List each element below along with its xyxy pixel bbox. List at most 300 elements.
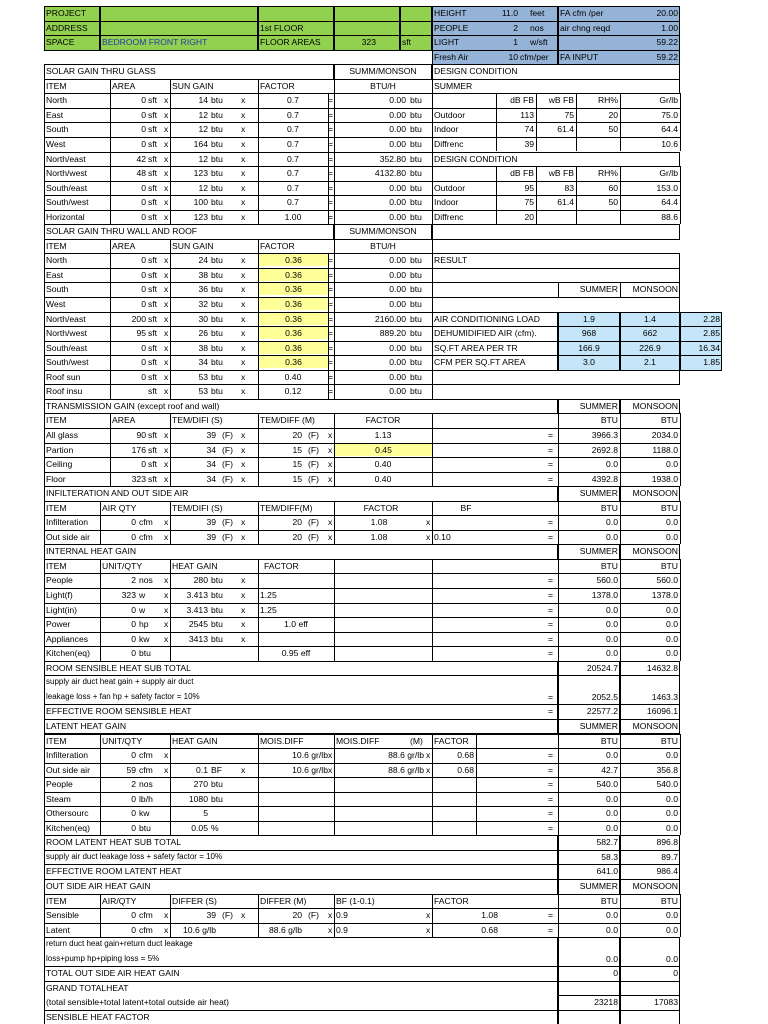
row-btuh-unit: btu [410, 386, 422, 397]
row-item: Appliances [46, 633, 89, 644]
value-summer: 0.0 [606, 517, 618, 528]
design-db: 75 [524, 197, 534, 208]
header-tem-m: TEM/DIFF (M) [260, 415, 315, 426]
row-tem-s-unit: (F) [222, 517, 233, 528]
design-rh [578, 138, 618, 150]
symbol: = [328, 371, 334, 382]
symbol: = [548, 822, 554, 833]
row-mois-m [334, 807, 424, 819]
row-factor: 0.68 [457, 764, 474, 775]
header-heat-gain: HEAT GAIN [172, 735, 218, 746]
row-item: Light(in) [46, 604, 78, 615]
row-area: 0 [141, 357, 146, 368]
row-item: East [46, 269, 64, 280]
header-rh: RH% [597, 168, 618, 179]
symbol: = [328, 138, 334, 149]
grand-title: GRAND TOTALHEAT [46, 982, 129, 993]
symbol: = [328, 124, 334, 135]
return-note-line: loss+pump hp+piping loss = 5% [46, 953, 160, 963]
row-sun-gain: 36 [198, 284, 208, 295]
row-factor: 0.45 [335, 444, 432, 456]
grid-line [170, 559, 171, 661]
value-summer: 0.0 [606, 619, 618, 630]
symbol: = [328, 109, 334, 120]
result-monsoon: 2.1 [644, 357, 656, 368]
symbol: = [548, 531, 554, 542]
row-qty-unit: cfm [139, 750, 153, 761]
row-btuh: 0.00 [389, 269, 406, 280]
row-qty-unit: nos [139, 779, 153, 790]
grid-line [558, 734, 559, 836]
light-unit: w/sft [530, 37, 548, 48]
row-area-unit: sft [148, 197, 158, 208]
row-area: 95 [136, 328, 146, 339]
row-btuh: 0.00 [389, 211, 406, 222]
header-item: ITEM [46, 895, 67, 906]
row-area-unit: sft [148, 168, 158, 179]
value-monsoon: 0.0 [666, 924, 678, 935]
symbol: x [164, 750, 169, 761]
row-heat-gain: 3.413 [186, 604, 208, 615]
row-btuh-unit: btu [410, 328, 422, 339]
row-heat-unit: BF [211, 764, 222, 775]
grid-line [680, 501, 681, 545]
row-btuh-unit: btu [410, 168, 422, 179]
value-summer: 0.0 [606, 910, 618, 921]
grid-line [432, 501, 433, 545]
row-sun-unit: btu [211, 357, 223, 368]
fresh-air-unit: cfm/per [520, 51, 549, 62]
row-factor: 1.08 [370, 517, 388, 528]
value-monsoon: 356.8 [656, 764, 678, 775]
row-sun-unit: btu [211, 168, 223, 179]
light-load-value: 59.22 [656, 37, 678, 48]
symbol: x [241, 299, 246, 309]
grid-line [620, 734, 621, 836]
subtotal-label: ROOM SENSIBLE HEAT SUB TOTAL [46, 662, 191, 673]
symbol: x [241, 531, 246, 542]
row-factor: 0.36 [259, 298, 328, 310]
row-sun-gain: 38 [198, 342, 208, 353]
header-gr: Gr/lb [659, 95, 678, 106]
row-air-unit: cfm [139, 531, 153, 542]
value-summer: 42.7 [601, 764, 618, 775]
symbol: x [164, 357, 169, 368]
symbol: x [164, 269, 169, 280]
result-row-label: AIR CONDITIONING LOAD [434, 313, 540, 324]
row-mois-m: 88.6 gr/lb [388, 764, 424, 775]
row-qty: 0 [131, 633, 136, 644]
row-bf: 0.9 [336, 910, 348, 921]
row-sun-gain: 123 [193, 168, 208, 179]
row-sun-unit: btu [211, 124, 223, 135]
row-tem-m-unit: (F) [308, 473, 319, 484]
grid-line [558, 282, 559, 297]
row-factor: 0.12 [284, 386, 302, 397]
row-sun-unit: btu [211, 109, 223, 120]
symbol: x [164, 386, 169, 397]
symbol: = [328, 342, 334, 353]
row-factor: 0.7 [287, 109, 299, 120]
row-area: 200 [131, 313, 146, 324]
header-factor: FACTOR [434, 895, 469, 906]
symbol: x [164, 342, 169, 353]
header-item: ITEM [46, 735, 67, 746]
design-wb: 61.4 [557, 124, 574, 135]
grid-line [44, 501, 45, 545]
grid-line [620, 282, 621, 297]
row-item: North/west [46, 328, 88, 339]
row-area-unit: sft [148, 255, 158, 266]
symbol: = [548, 575, 554, 586]
row-item: Horizontal [46, 211, 85, 222]
header-db: dB FB [510, 95, 534, 106]
symbol: = [548, 808, 554, 819]
value-summer: 0.0 [606, 459, 618, 470]
subtotal-summer: 582.7 [596, 837, 618, 848]
value-monsoon: 1188.0 [652, 444, 678, 455]
supply-summer: 58.3 [601, 851, 618, 862]
result-ratio: 1.85 [703, 357, 720, 368]
fa-input-value: 59.22 [656, 51, 678, 62]
symbol: x [241, 764, 246, 775]
row-sun-unit: btu [211, 95, 223, 106]
row-area-unit: sft [148, 153, 158, 164]
row-area-unit: sft [148, 313, 158, 324]
row-sun-gain: 123 [193, 211, 208, 222]
people-unit: nos [530, 22, 544, 33]
symbol: x [328, 924, 333, 935]
col-summer-label: SUMMER [579, 881, 618, 891]
header-mois-s: MOIS.DIFF [260, 735, 304, 746]
row-btuh: 2160.00 [374, 313, 406, 324]
row-area-unit: sft [148, 328, 158, 339]
row-btuh-unit: btu [410, 124, 422, 135]
row-heat-unit: % [211, 822, 219, 833]
symbol: x [241, 269, 246, 280]
design-gr: 10.6 [661, 138, 678, 149]
row-item: North/west [46, 168, 88, 179]
row-btuh-unit: btu [410, 342, 422, 353]
section-title: SOLAR GAIN THRU WALL AND ROOF [46, 226, 198, 237]
row-area-unit: sft [148, 211, 158, 222]
row-area: 0 [141, 299, 146, 309]
row-bf: 0.9 [336, 924, 348, 935]
design-rh: 60 [608, 182, 618, 193]
row-area-unit: sft [148, 95, 158, 106]
row-item: Power [46, 619, 71, 630]
design-gr: 64.4 [661, 197, 678, 208]
symbol: x [164, 124, 169, 135]
header-unit-qty: UNIT/QTY [102, 560, 143, 571]
symbol: = [548, 444, 554, 455]
symbol: x [241, 459, 246, 470]
row-qty: 0 [131, 619, 136, 630]
symbol: x [241, 604, 246, 615]
symbol: x [426, 764, 431, 775]
row-heat-unit: btu [211, 779, 223, 790]
header-btuh: BTU/H [370, 80, 396, 91]
row-item: Infilteration [46, 750, 89, 761]
value-summer: 0.0 [606, 808, 618, 819]
spacer-row [432, 224, 680, 240]
address-label: ADDRESS [46, 22, 88, 33]
symbol: x [241, 342, 246, 353]
row-area: 0 [141, 138, 146, 149]
header-sun-gain: SUN GAIN [172, 240, 214, 251]
row-tem-s: 34 [206, 459, 216, 470]
result-ratio: 2.28 [703, 313, 720, 324]
row-area: 90 [136, 429, 146, 440]
design-db: 95 [524, 182, 534, 193]
design-gr: 88.6 [661, 211, 678, 222]
return-monsoon: 0.0 [666, 953, 678, 964]
symbol: = [328, 211, 334, 222]
symbol: x [164, 590, 169, 600]
symbol: = [548, 619, 554, 630]
row-air-qty: 0 [131, 910, 136, 921]
symbol: x [164, 211, 169, 222]
row-mois-s [258, 822, 328, 834]
symbol: x [328, 764, 333, 775]
value-monsoon: 560.0 [656, 575, 678, 586]
row-tem-m-unit: (F) [308, 531, 319, 542]
symbol: x [328, 517, 333, 528]
row-tem-s-unit: (F) [222, 429, 233, 440]
design-gr: 153.0 [656, 182, 678, 193]
row-heat-gain: 2545 [188, 619, 208, 630]
row-factor [260, 574, 332, 586]
row-factor: 0.36 [259, 269, 328, 281]
symbol: x [241, 182, 246, 193]
row-differ-m: 88.6 g/lb [269, 924, 302, 935]
header-mois-m: MOIS.DIFF [336, 735, 380, 746]
row-item: Latent [46, 924, 70, 935]
symbol: = [548, 793, 554, 804]
people-label: PEOPLE [434, 22, 469, 33]
row-area-unit: sft [148, 386, 158, 397]
row-area-unit: sft [148, 473, 158, 484]
row-item: Floor [46, 473, 66, 484]
row-mois-s [258, 793, 328, 805]
row-mois-s: 10.6 gr/lb [292, 750, 328, 761]
header-tem-s: TEM/DIFI (S) [172, 415, 223, 426]
symbol: x [164, 328, 169, 339]
grid-line [576, 93, 577, 151]
header-btu-monsoon: BTU [660, 502, 678, 513]
grid-line [680, 559, 681, 661]
row-area-unit: sft [148, 459, 158, 470]
symbol: = [548, 764, 554, 775]
project-label: PROJECT [46, 8, 87, 18]
grid-line [44, 21, 432, 22]
fresh-air-label: Fresh Air [434, 51, 469, 62]
subtotal-monsoon: 14632.8 [646, 662, 678, 673]
grid-line [558, 413, 559, 486]
value-summer: 0.0 [606, 822, 618, 833]
header-wb: wB FB [548, 95, 574, 106]
row-heat-unit: btu [211, 793, 223, 804]
row-heat-gain: 3413 [188, 633, 208, 644]
symbol: x [241, 386, 246, 397]
section-title: INTERNAL HEAT GAIN [46, 546, 137, 557]
subtotal-label: ROOM LATENT HEAT SUB TOTAL [46, 837, 181, 848]
col-monsoon-label: MONSOON [632, 720, 678, 731]
grid-line [432, 166, 433, 224]
grid-line [576, 166, 577, 224]
section-title: INFILTERATION AND OUT SIDE AIR [46, 488, 189, 499]
symbol: x [164, 924, 169, 935]
symbol: x [328, 910, 333, 921]
symbol: = [328, 197, 334, 208]
row-area-unit: sft [148, 444, 158, 455]
header-btu-monsoon: BTU [660, 415, 678, 426]
header-tem-s: TEM/DIFI (S) [172, 502, 223, 513]
row-area-unit: sft [148, 357, 158, 368]
header-gr: Gr/lb [659, 168, 678, 179]
row-sun-gain: 38 [198, 269, 208, 280]
row-heat-gain: 270 [193, 779, 208, 790]
grid-line [558, 501, 559, 545]
row-qty-unit: btu [139, 648, 151, 659]
design-db: 113 [520, 109, 534, 120]
summ-title: SUMM/MONSON [349, 66, 417, 77]
result-summer: 3.0 [583, 357, 595, 368]
symbol: x [164, 168, 169, 179]
row-item: People [46, 575, 73, 586]
symbol: x [164, 531, 169, 542]
grid-line [536, 166, 537, 224]
row-item: Steam [46, 793, 71, 804]
header-differ-m: DIFFER (M) [260, 895, 307, 906]
col-monsoon-label: MONSOON [632, 546, 678, 557]
symbol: x [241, 168, 246, 179]
row-tem-m: 20 [292, 517, 302, 528]
row-area: 0 [141, 124, 146, 135]
symbol: x [164, 153, 169, 164]
row-area: 176 [131, 444, 146, 455]
design-rh: 50 [608, 197, 618, 208]
row-tem-m-unit: (F) [308, 517, 319, 528]
row-air-qty: 0 [131, 531, 136, 542]
row-sun-gain: 12 [198, 109, 208, 120]
row-item: Othersourc [46, 808, 89, 819]
row-area [110, 385, 146, 397]
row-item: Out side air [46, 531, 90, 542]
symbol: = [548, 590, 554, 600]
row-factor [260, 633, 332, 645]
floor-area-unit: sft [402, 37, 412, 48]
grid-line [620, 93, 621, 151]
result-summer: 1.9 [583, 313, 595, 324]
row-sun-gain: 53 [198, 371, 208, 382]
row-btuh: 0.00 [389, 386, 406, 397]
air-change-label: air chng reqd [560, 22, 611, 33]
value-summer: 0.0 [606, 604, 618, 615]
row-area: 323 [131, 473, 146, 484]
row-area: 0 [141, 255, 146, 266]
value-monsoon: 0.0 [666, 619, 678, 630]
row-btuh-unit: btu [410, 109, 422, 120]
header-area: AREA [112, 415, 136, 426]
header-btu-monsoon: BTU [660, 560, 678, 571]
supply-note-line: supply air duct leakage loss + safety factor = 10% [46, 851, 223, 861]
height-label: HEIGHT [434, 8, 467, 18]
row-factor: 0.36 [259, 356, 328, 368]
row-factor: 0.36 [259, 254, 328, 266]
row-heat-unit: btu [211, 619, 223, 630]
row-sun-unit: btu [211, 197, 223, 208]
row-area-unit: sft [148, 371, 158, 382]
row-heat-gain [172, 749, 208, 761]
row-qty: 0 [131, 604, 136, 615]
result-summer: 166.9 [578, 342, 600, 353]
row-btuh: 0.00 [389, 284, 406, 295]
row-area-unit: sft [148, 138, 158, 149]
symbol: x [426, 750, 431, 761]
header-item: ITEM [46, 240, 67, 251]
result-blank-row [432, 370, 680, 386]
row-mois-m [334, 822, 424, 834]
row-factor: 0.36 [259, 327, 328, 339]
header-factor: FACTOR [365, 415, 401, 426]
symbol: = [328, 255, 334, 266]
row-factor: 0.68 [481, 924, 498, 935]
design-wb: 83 [564, 182, 574, 193]
row-sun-unit: btu [211, 255, 223, 266]
row-qty: 2 [131, 575, 136, 586]
effective-summer: 641.0 [596, 866, 618, 877]
row-sun-unit: btu [211, 342, 223, 353]
design-wb [538, 138, 574, 150]
grid-line [44, 894, 45, 938]
grid-line [432, 413, 433, 486]
row-btuh-unit: btu [410, 313, 422, 324]
symbol: x [164, 299, 169, 309]
row-area: 48 [136, 168, 146, 179]
row-area: 0 [141, 211, 146, 222]
symbol: x [164, 284, 169, 295]
header-item: ITEM [46, 502, 67, 513]
row-sun-gain: 164 [193, 138, 208, 149]
row-heat-gain: 280 [193, 575, 208, 586]
symbol: = [548, 779, 554, 790]
row-area: 0 [141, 197, 146, 208]
row-sun-gain: 26 [198, 328, 208, 339]
row-factor: 0.40 [374, 473, 392, 484]
symbol: x [328, 444, 333, 455]
symbol: x [164, 764, 169, 775]
value-monsoon: 0.0 [666, 808, 678, 819]
symbol: x [164, 109, 169, 120]
symbol: = [548, 706, 554, 717]
col-monsoon-label: MONSOON [632, 400, 678, 411]
result-monsoon: 1.4 [644, 313, 656, 324]
row-mois-s: 10.6 gr/lb [292, 764, 328, 775]
row-differ-m: 20 [292, 910, 302, 921]
row-btuh: 0.00 [389, 371, 406, 382]
row-factor [434, 793, 474, 805]
value-summer: 0.0 [606, 648, 618, 659]
row-sun-gain: 12 [198, 182, 208, 193]
row-area: 42 [136, 153, 146, 164]
grid-line [44, 413, 45, 486]
value-summer: 2052.5 [591, 691, 618, 702]
grid-line [334, 559, 335, 661]
fresh-air-value: 10 [508, 51, 518, 62]
value-summer: 0.0 [606, 750, 618, 761]
supply-note-line: supply air duct heat gain + supply air duct [46, 677, 194, 687]
